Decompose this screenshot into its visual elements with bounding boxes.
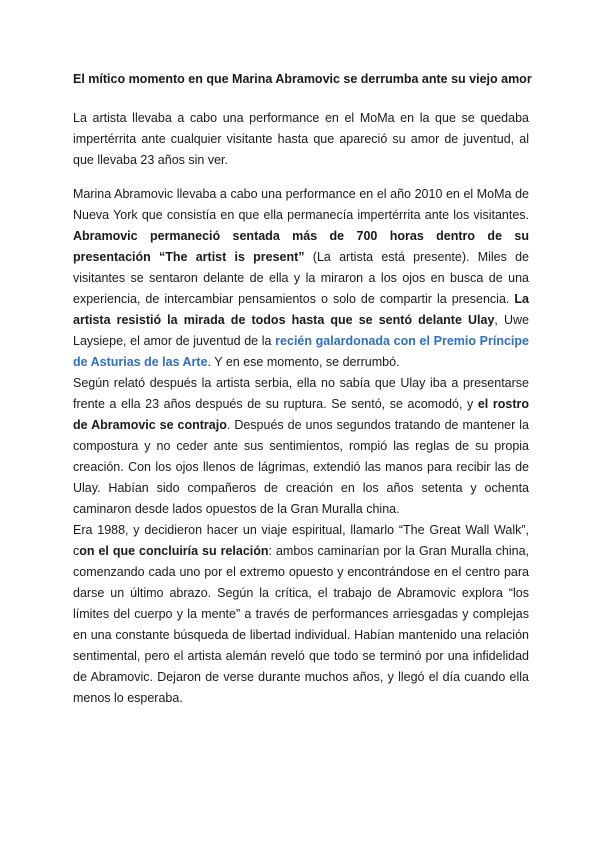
p1-text-2: (La artista está presente). Miles de visitantes se sentaron delante de ella y la miraron a los ojos en busca de una experiencia, de intercambiar pensamientos o solo de compartir la presencia. [73,250,529,306]
p3-text-1: Era 1988, y decidieron hacer un viaje espiritual, llamarlo “The Great Wall Walk”, c [73,523,529,558]
paragraph-2 [73,373,529,520]
p1-text-4: . Y en ese momento, se derrumbó. [207,355,400,369]
p3-text-2: : ambos caminarían por la Gran Muralla china, comenzando cada uno por el extremo opuesto y encontrándose en el centro para darse un último abrazo. Según la crítica, el trabajo de Abramovic explora “los límites del cuerpo y la mente” a través de performances arriesgadas y complejas en una constante búsqueda de libertad individual. Habían mantenido una relación sentimental, pero el artista alemán reveló que todo se terminó por una infidelidad de Abramovic. Dejaron de verse durante muchos años, y llegó el día cuando ella menos lo esperaba. [73,544,530,705]
premio-link[interactable]: recién galardonada con el Premio Príncipe de Asturias de las Arte [73,334,529,369]
paragraph-1 [73,184,529,373]
p1-text-3: , Uwe Laysiepe, el amor de juventud de la [73,313,530,348]
p2-text-1: Según relató después la artista serbia, ella no sabía que Ulay iba a presentarse frente a ella 23 años después de su ruptura. Se sentó, se acomodó, y [73,376,529,411]
p1-bold-1: Abramovic permaneció sentada más de 700 horas dentro de su presentación “The artist is present” [73,229,529,264]
p2-bold-1: el rostro de Abramovic se contrajo [73,397,529,432]
p1-bold-2: La artista resistió la mirada de todos hasta que se sentó delante Ulay [73,292,529,327]
p2-text-2: . Después de unos segundos tratando de mantener la compostura y no ceder ante sus sentimientos, rompió las reglas de su propia creación. Con los ojos llenos de lágrimas, extendió las manos para recibir las de Ulay. Habían sido compañeros de creación en los años setenta y ochenta caminaron desde lados opuestos de la Gran Muralla china. [73,418,529,516]
article-title: El mítico momento en que Marina Abramovic se derrumba ante su viejo amor [73,72,532,86]
article-intro: La artista llevaba a cabo una performance en el MoMa en la que se quedaba impertérrita ante cualquier visitante hasta que apareció su amor de juventud, al que llevaba 23 años sin ver. [73,111,529,167]
article-body [73,184,529,709]
paragraph-3 [73,520,529,709]
p1-text-1: Marina Abramovic llevaba a cabo una performance en el año 2010 en el MoMa de Nueva York que consistía en que ella permanecía impertérrita ante los visitantes. [73,187,529,222]
p3-bold-1: on el que concluiría su relación [79,544,269,558]
